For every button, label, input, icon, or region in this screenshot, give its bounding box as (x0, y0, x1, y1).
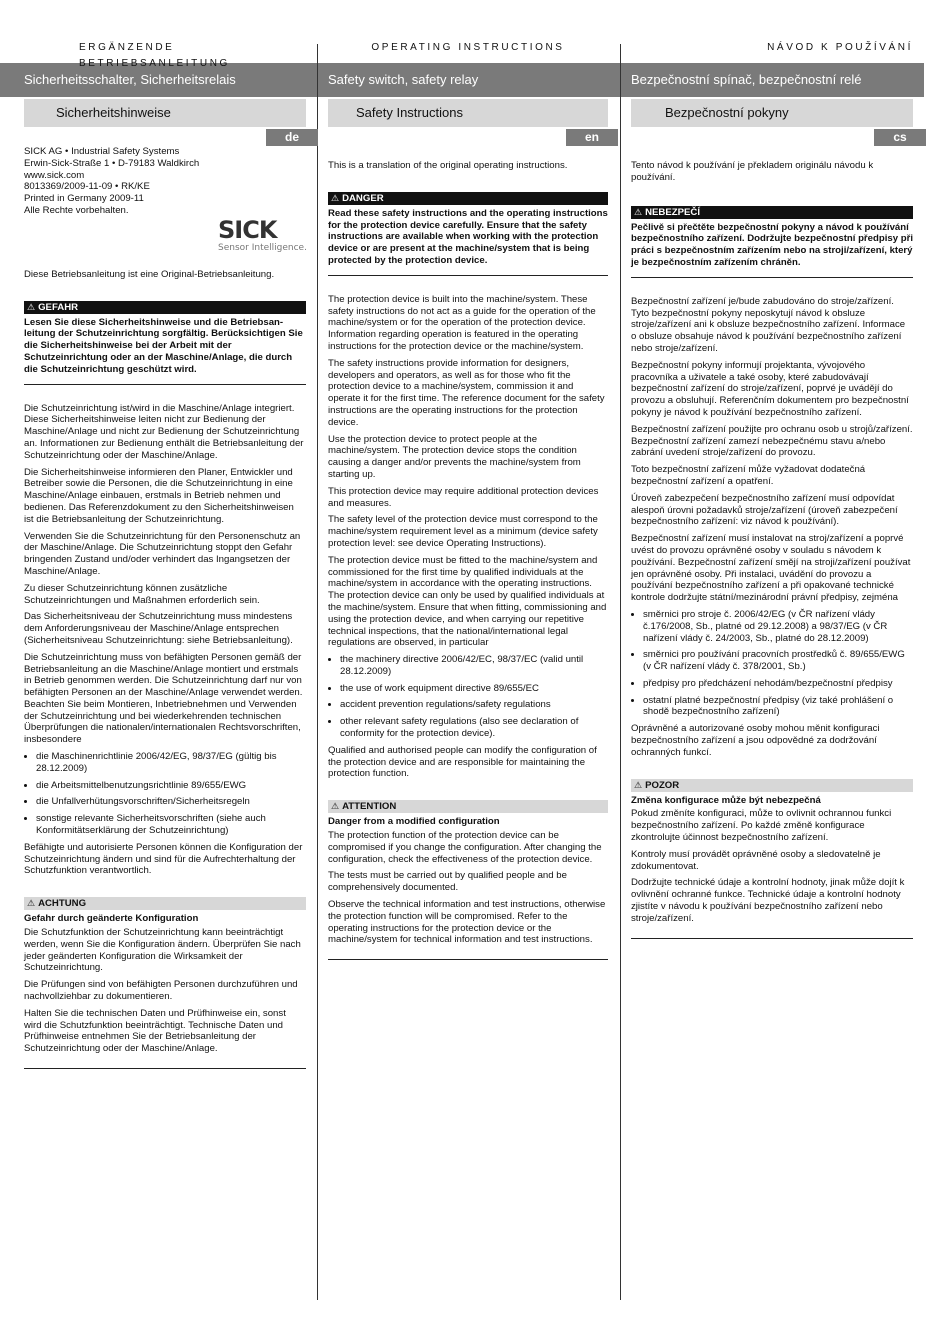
paragraph: Qualified and authorised people can modify the configuration of the protection device and are responsible for maintaining the protection function. (328, 744, 597, 780)
list-item: • směrnici pro stroje č. 2006/42/EG (v ČR nařízení vlády č.176/2008, Sb., platné od 29.12.2008) a 98/37/EG (v ČR nařízení vlády č. 24/2003, Sb., platné do 28.12.2009) (643, 609, 913, 644)
subtitle-bar-en (328, 99, 608, 127)
title-en: Safety switch, safety relay (328, 72, 479, 87)
paragraph: Die Sicherheitshinweise informieren den Planer, Entwickler und Betreiber sowie die Personen, die die Schutzeinrichtung in eine Maschine/Anlage einbauen, erstmals in Betrieb nehmen und bedienen. Das Referenzdokument zu den Sicherheitshinweisen ist die Betriebsanleitung der Schutzeinrichtung. (24, 466, 294, 525)
danger-text-en: Read these safety instructions and the operating instructions for the protection device carefully. Ensure that the safety instructions are available when working with the protection device or are present at the machine/system that is being protected by the protection device. (328, 207, 608, 266)
attention-box-en (328, 800, 608, 960)
warning-triangle-icon: ⚠ (27, 898, 36, 909)
danger-header-cs: ⚠ NEBEZPEČÍ (631, 206, 913, 219)
title-bar-cs (621, 63, 924, 97)
danger-box-de (24, 301, 306, 385)
list-item: • předpisy pro předcházení nehodám/bezpečnostní předpisy (643, 678, 913, 690)
list-item: • accident prevention regulations/safety regulations (340, 699, 608, 711)
subtitle-cs: Bezpečnostní pokyny (665, 105, 789, 120)
paragraph: Halten Sie die technischen Daten und Prüfhinweise ein, sonst wird die Schutzfunktion beeinträchtigt. Technische Daten und Prüfhinweise entnehmen Sie der Betriebsanleitung der Schutzeinrichtung oder der Maschine/Anlage. (24, 1007, 286, 1055)
attention-heading-cs: Změna konfigurace může být nebezpečná (631, 794, 821, 806)
regulation-list-de (24, 751, 306, 837)
list-item: • sonstige relevante Sicherheitsvorschriften (siehe auch Konformitätserklärung der Schutzeinrichtung) (36, 813, 306, 837)
attention-heading-de: Gefahr durch geänderte Konfiguration (24, 913, 199, 925)
logo-wordmark: SICK (218, 216, 277, 244)
paragraph: Oprávněné a autorizované osoby mohou měnit konfiguraci bezpečnostního zařízení a jsou odpovědné za dodržování ochranných funkcí. (631, 723, 880, 758)
danger-text-de: Lesen Sie diese Sicherheitshinweise und die Betriebsan-leitung der Schutzeinrichtung sorgfältig. Berücksichtigen Sie die Sicherheitshinweise bei der Arbeit mit der Schutzeinrichtung oder an der Maschine/Anlage, die durch die Schutzeinrichtung geschützt wird. (24, 316, 303, 375)
doc-type-cs: NÁVOD K POUŽÍVÁNÍ (767, 42, 913, 53)
subtitle-bar-cs (631, 99, 913, 127)
paragraph: Observe the technical information and test instructions, otherwise the protection function will be compromised. Refer to the operating instructions for the protection device or the machine/system for technical information and test instructions. (328, 899, 606, 946)
subtitle-bar-de (24, 99, 306, 127)
address-line: 8013369/2009-11-09 • RK/KE (24, 181, 150, 193)
paragraph: Zu dieser Schutzeinrichtung können zusätzliche Schutzeinrichtungen und Maßnahmen erforderlich sein. (24, 582, 260, 606)
danger-box-cs (631, 206, 913, 278)
lang-tag-de: de (266, 129, 318, 146)
paragraph: The protection device must be fitted to the machine/system and commissioned for the first time by qualified individuals at the machine/system in accordance with the operating instructions. The protection device can only be used by qualified individuals at the machine/system. Ensure that when fitting, commissioning and using the protection device, and when carrying our repetitive technical inspections, that the national/international legal regulations are observed, in particular (328, 554, 607, 649)
logo-tagline: Sensor Intelligence. (218, 243, 307, 253)
paragraph: Bezpečnostní pokyny informují projektanta, vývojového pracovníka a uživatele a také osoby, které zabudovávají bezpečnostní zařízení do stroje/zařízení, poprvé je uvádějí do provozu a obsluhují. Referenčním dokumentem pro bezpečnostní pokyny je návod k používání bezpečnostního zařízení. (631, 359, 909, 418)
title-de: Sicherheitsschalter, Sicherheitsrelais (24, 72, 236, 87)
danger-box-en (328, 192, 608, 276)
list-item: • směrnici pro používání pracovních prostředků č. 89/655/EWG (v ČR nařízení vlády č. 378/2001, Sb.) (643, 649, 913, 673)
column-divider (317, 44, 318, 1300)
translation-note-cs: Tento návod k používání je překladem originálu návodu k používání. (631, 160, 874, 183)
paragraph: The protection device is built into the machine/system. These safety instructions do not act as a guide for the operation of the machine/system or for the operation of the protection device. Information regarding operation is featured in the operating instructions for the protection device or the machine/system. (328, 293, 596, 352)
list-item: • other relevant safety regulations (also see declaration of conformity for the protection device). (340, 716, 608, 740)
attention-box-cs (631, 779, 913, 939)
title-cs: Bezpečnostní spínač, bezpečnostní relé (631, 72, 862, 87)
paragraph: Pokud změníte konfiguraci, může to ovlivnit ochrannou funkci bezpečnostního zařízení. Po každé změně konfigurace zkontrolujte účinnost bezpečnostního zařízení. (631, 808, 892, 844)
warning-triangle-icon: ⚠ (331, 801, 340, 812)
attention-header-cs: ⚠ POZOR (631, 779, 913, 792)
paragraph: This protection device may require additional protection devices and measures. (328, 485, 599, 509)
list-item: • the use of work equipment directive 89/655/EC (340, 683, 608, 695)
attention-box-de (24, 897, 306, 1069)
attention-header-en: ⚠ ATTENTION (328, 800, 608, 813)
address-line: www.sick.com (24, 169, 85, 181)
paragraph: Toto bezpečnostní zařízení může vyžadovat dodatečná bezpečnostní zařízení a opatření. (631, 464, 866, 487)
warning-triangle-icon: ⚠ (27, 301, 36, 312)
paragraph: The safety level of the protection device must correspond to the machine/system requirement level as a minimum (device safety protection level: see device Operating Instructions). (328, 514, 598, 549)
regulation-list-en (328, 654, 608, 740)
title-bar-en (318, 63, 620, 97)
paragraph: Die Schutzfunktion der Schutzeinrichtung kann beeinträchtigt werden, wenn Sie die Konfiguration ändern. Überprüfen Sie nach jeder geänderten Konfiguration die Wirksamkeit der Schutzeinrichtung. (24, 927, 301, 974)
doc-type-en: OPERATING INSTRUCTIONS (371, 42, 565, 53)
original-note: Diese Betriebsanleitung ist eine Original-Betriebsanleitung. (24, 268, 275, 280)
warning-triangle-icon: ⚠ (634, 779, 643, 790)
list-item: • ostatní platné bezpečnostní předpisy (viz také prohlášení o shodě bezpečnostního zařízení) (643, 695, 913, 719)
doc-type-de: ERGÄNZENDE BETRIEBSANLEITUNG (79, 42, 230, 69)
danger-header-de: ⚠ GEFAHR (24, 301, 306, 314)
address-line: Erwin-Sick-Straße 1 • D-79183 Waldkirch (24, 157, 200, 169)
regulation-list-cs (631, 609, 913, 718)
list-item: • the machinery directive 2006/42/EC, 98/37/EC (valid until 28.12.2009) (340, 654, 608, 678)
paragraph: The tests must be carried out by qualified people and be comprehensively documented. (328, 870, 567, 894)
attention-header-de: ⚠ ACHTUNG (24, 897, 306, 910)
address-line: SICK AG • Industrial Safety Systems (24, 146, 180, 157)
paragraph: Die Prüfungen sind von befähigten Personen durchzuführen und nachvollziehbar zu dokumentieren. (24, 979, 298, 1003)
paragraph: Kontroly musí provádět oprávněné osoby a sledovatelně je zdokumentovat. (631, 848, 881, 872)
subtitle-en: Safety Instructions (356, 105, 463, 120)
paragraph: The protection function of the protection device can be compromised if you change the configuration. After changing the configuration, check the effectiveness of the protection device. (328, 830, 602, 865)
list-item: • die Unfallverhütungsvorschriften/Sicherheitsregeln (36, 796, 306, 808)
translation-note-en: This is a translation of the original operating instructions. (328, 160, 568, 171)
paragraph: Die Schutzeinrichtung muss von befähigten Personen gemäß der Betriebsanleitung an die Maschine/Anlage montiert und erstmals in Betrieb genommen werden. Die Schutzeinrichtung darf nur von befähigten Personen an der Maschine/Anlage verwendet werden. Beachten Sie beim Montieren, Inbetriebnehmen und Verwenden der Schutzeinrichtung und bei wiederkehrenden technischen Überprüfungen die nationalen/internationalen Rechtsvorschriften, insbesondere (24, 651, 303, 746)
paragraph: Die Schutzeinrichtung ist/wird in die Maschine/Anlage integriert. Diese Sicherheitshinweise leiten nicht zur Bedienung der Maschine/Anlage und nicht zur Bedienung der Schutzeinrichtung an. Informationen zur Bedienung enthält die Betriebsanleitung der Schutzeinrichtung oder der Maschine/Anlage. (24, 402, 304, 461)
paragraph: Use the protection device to protect people at the machine/system. The protection device stops the condition causing a danger and/or prevents the machine/system from starting up. (328, 433, 581, 480)
danger-text-cs: Pečlivě si přečtěte bezpečnostní pokyny a návod k používání bezpečnostního zařízení. Dodržujte bezpečnostní předpisy při práci s bezpečnostním zařízením nebo na stroji/zařízení, který je bezpečnostním zařízením chráněn. (631, 221, 913, 268)
address-line: Alle Rechte vorbehalten. (24, 204, 129, 216)
warning-triangle-icon: ⚠ (634, 206, 643, 217)
list-item: • die Arbeitsmittelbenutzungsrichtlinie 89/655/EWG (36, 780, 306, 792)
lang-tag-cs: cs (874, 129, 926, 146)
paragraph: Bezpečnostní zařízení musí instalovat na stroj/zařízení a poprvé uvést do provozu oprávněné osoby v souladu s návodem k používání. Bezpečnostní zařízení smějí na stroji/zařízení používat jen oprávněné osoby. Při instalaci, uvádění do provozu a používání bezpečnostního zařízení a při opakované technické kontrole dodržujte státní/mezinárodní právní předpisy, zejména (631, 533, 911, 604)
subtitle-de: Sicherheitshinweise (56, 105, 171, 120)
attention-heading-en: Danger from a modified configuration (328, 816, 500, 828)
column-divider (620, 44, 621, 1300)
paragraph: Bezpečnostní zařízení použijte pro ochranu osob u strojů/zařízení. Bezpečnostní zařízení zamezí nebezpečnému stavu a/nebo zabrání uvedení stroje/zařízení do provozu. (631, 423, 913, 459)
paragraph: Verwenden Sie die Schutzeinrichtung für den Personenschutz an der Maschine/Anlage. Die Schutzeinrichtung stoppt den Gefahr bringenden Zustand und/oder verhindert das Ingangsetzen der Maschine/Anlage. (24, 530, 301, 577)
address-block (24, 146, 306, 217)
warning-triangle-icon: ⚠ (331, 192, 340, 203)
paragraph: Dodržujte technické údaje a kontrolní hodnoty, jinak může dojít k ovlivnění ochranné funkce. Technické údaje a kontrolní hodnoty zjistíte v návodu k používání bezpečnostního zařízení nebo stroje/zařízení. (631, 877, 905, 924)
paragraph: Bezpečnostní zařízení je/bude zabudováno do stroje/zařízení. Tyto bezpečnostní pokyny neposkytují návod k obsluze stroje/zařízení ani k obsluze bezpečnostního zařízení. Informace o obsluze obsahuje návod k používání bezpečnostního zařízení nebo stroje/zařízení. (631, 295, 906, 354)
paragraph: Úroveň zabezpečení bezpečnostního zařízení musí odpovídat alespoň úrovni požadavků stroje/zařízení (úroveň zabezpečení bezpečnostního zařízení: viz návod k používání). (631, 492, 898, 528)
paragraph: Das Sicherheitsniveau der Schutzeinrichtung muss mindestens dem Anforderungsniveau der Maschine/Anlage entsprechen (Sicherheitsniveau Schutzeinrichtung: siehe Betriebsanleitung). (24, 611, 293, 646)
list-item: • die Maschinenrichtlinie 2006/42/EG, 98/37/EG (gültig bis 28.12.2009) (36, 751, 306, 775)
address-line: Printed in Germany 2009-11 (24, 193, 144, 205)
danger-header-en: ⚠ DANGER (328, 192, 608, 205)
paragraph: Befähigte und autorisierte Personen können die Konfiguration der Schutzeinrichtung ändern und sind für die Aufrechterhaltung der Schutzfunktion verantwortlich. (24, 841, 303, 877)
lang-tag-en: en (566, 129, 618, 146)
paragraph: The safety instructions provide information for designers, developers and operators, as well as for those who fit the protection device to a machine/system, commission it and operate it for the first time. The reference document for the safety instructions are the operating instructions for the protection device. (328, 357, 605, 428)
